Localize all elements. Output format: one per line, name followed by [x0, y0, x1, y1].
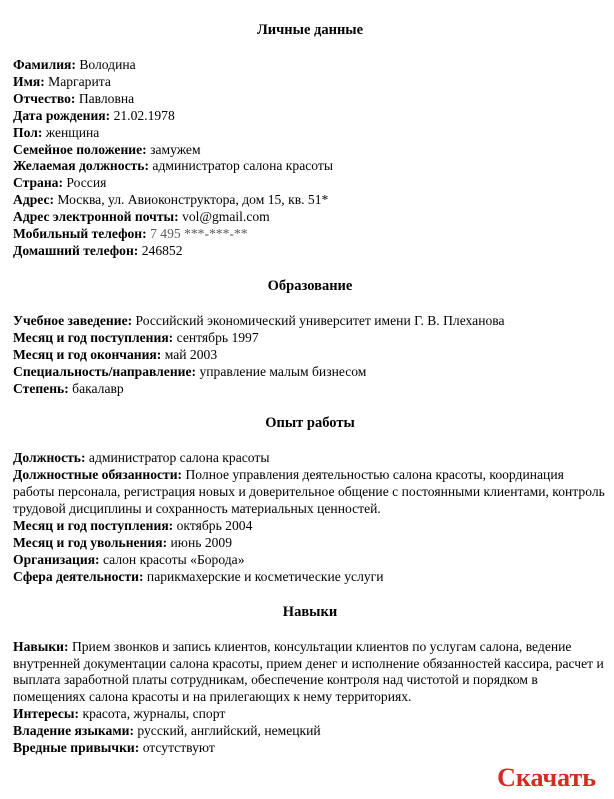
field-label: Страна: [13, 175, 63, 191]
field-value: Полное управления деятельностью салона красоты, координация работы персонала, регистрация новых и доверительное общение с постоянными клиентами, контроль трудовой дисциплины и сохранность материальных ценностей. [13, 467, 605, 517]
field-value: сентябрь 1997 [176, 329, 259, 345]
field-label: Месяц и год поступления: [13, 518, 174, 534]
field-institution [13, 313, 607, 330]
section-title-skills: Навыки [282, 603, 338, 620]
field-start-date [13, 518, 607, 535]
field-value: администратор салона красоты [152, 158, 333, 174]
field-address [13, 192, 607, 209]
field-industry [13, 569, 607, 586]
field-value: 21.02.1978 [113, 107, 175, 123]
field-value: Россия [66, 175, 107, 191]
field-value: красота, журналы, спорт [82, 706, 226, 722]
field-marital-status [13, 142, 607, 159]
field-label: Адрес электронной почты: [13, 209, 179, 225]
field-label: Интересы: [13, 706, 80, 722]
field-graduation-date [13, 347, 607, 364]
field-label: Отчество: [13, 90, 76, 106]
field-value: май 2003 [164, 346, 218, 362]
field-label: Фамилия: [13, 57, 76, 72]
section-experience [13, 415, 607, 585]
field-duties [13, 467, 607, 518]
field-value: Российский экономический университет имени Г. В. Плеханова [135, 312, 505, 328]
field-skills [13, 639, 607, 707]
field-bad-habits [13, 740, 607, 757]
field-label: Желаемая должность: [13, 158, 149, 174]
field-country [13, 175, 607, 192]
field-label: Пол: [13, 124, 43, 140]
field-label: Вредные привычки: [13, 740, 140, 756]
field-email [13, 209, 607, 226]
field-surname [13, 57, 607, 74]
field-languages [13, 723, 607, 740]
field-home-phone [13, 243, 607, 260]
field-value: парикмахерские и косметические услуги [146, 568, 384, 584]
field-label: Семейное положение: [13, 141, 147, 157]
resume-document [13, 22, 607, 775]
field-label: Месяц и год увольнения: [13, 534, 168, 550]
field-value: управление малым бизнесом [199, 363, 367, 379]
section-education [13, 278, 607, 398]
field-specialty [13, 364, 607, 381]
field-value: женщина [45, 124, 100, 140]
field-value: бакалавр [72, 380, 124, 396]
field-value: русский, английский, немецкий [137, 723, 321, 739]
field-value: салон красоты «Борода» [102, 551, 245, 567]
download-button[interactable]: Скачать [497, 763, 596, 792]
field-label: Мобильный телефон: [13, 226, 147, 242]
field-value: vol@gmail.com [182, 209, 270, 225]
field-label: Организация: [13, 551, 100, 567]
section-skills [13, 604, 607, 757]
field-label: Навыки: [13, 638, 69, 654]
field-label: Имя: [13, 73, 45, 89]
field-label: Месяц и год поступления: [13, 329, 174, 345]
field-birth-date [13, 108, 607, 125]
field-label: Специальность/направление: [13, 363, 197, 379]
field-interests [13, 706, 607, 723]
field-degree [13, 381, 607, 398]
field-organization [13, 552, 607, 569]
field-label: Владение языками: [13, 723, 134, 739]
field-position [13, 450, 607, 467]
field-value: Маргарита [48, 73, 111, 89]
field-value: июнь 2009 [170, 534, 233, 550]
field-value: октябрь 2004 [176, 518, 253, 534]
section-personal [13, 22, 607, 260]
field-value: замужем [150, 141, 201, 157]
field-label: Учебное заведение: [13, 312, 133, 328]
field-value: Павловна [78, 90, 135, 106]
field-mobile-phone [13, 226, 607, 243]
field-desired-position [13, 158, 607, 175]
field-value: администратор салона красоты [88, 450, 270, 466]
field-admission-date [13, 330, 607, 347]
field-value: Прием звонков и запись клиентов, консультации клиентов по услугам салона, ведение внутренней документации салона красоты, прием денег и исполнение обязанностей кассира, расчет и выплата заработной платы сотрудникам, обеспечение контроля над чистотой и порядком в помещениях салона красоты и на прилегающих к нему территориях. [13, 638, 604, 705]
field-label: Дата рождения: [13, 107, 111, 123]
field-end-date [13, 535, 607, 552]
field-gender [13, 125, 607, 142]
field-value: Москва, ул. Авиоконструктора, дом 15, кв. 51* [57, 192, 329, 208]
field-patronymic [13, 91, 607, 108]
field-label: Степень: [13, 380, 69, 396]
section-title-education: Образование [267, 277, 353, 294]
field-first-name [13, 74, 607, 91]
field-label: Адрес: [13, 192, 55, 208]
field-value: Володина [79, 57, 136, 72]
field-value: 246852 [141, 242, 183, 258]
section-title-personal: Личные данные [256, 22, 364, 38]
field-value: 7 495 ***-***-** [150, 226, 248, 242]
field-value: отсутствуют [142, 740, 215, 756]
field-label: Месяц и год окончания: [13, 346, 162, 362]
field-label: Сфера деятельности: [13, 568, 144, 584]
section-title-experience: Опыт работы [265, 415, 355, 432]
field-label: Должностные обязанности: [13, 467, 183, 483]
field-label: Домашний телефон: [13, 242, 139, 258]
field-label: Должность: [13, 450, 86, 466]
